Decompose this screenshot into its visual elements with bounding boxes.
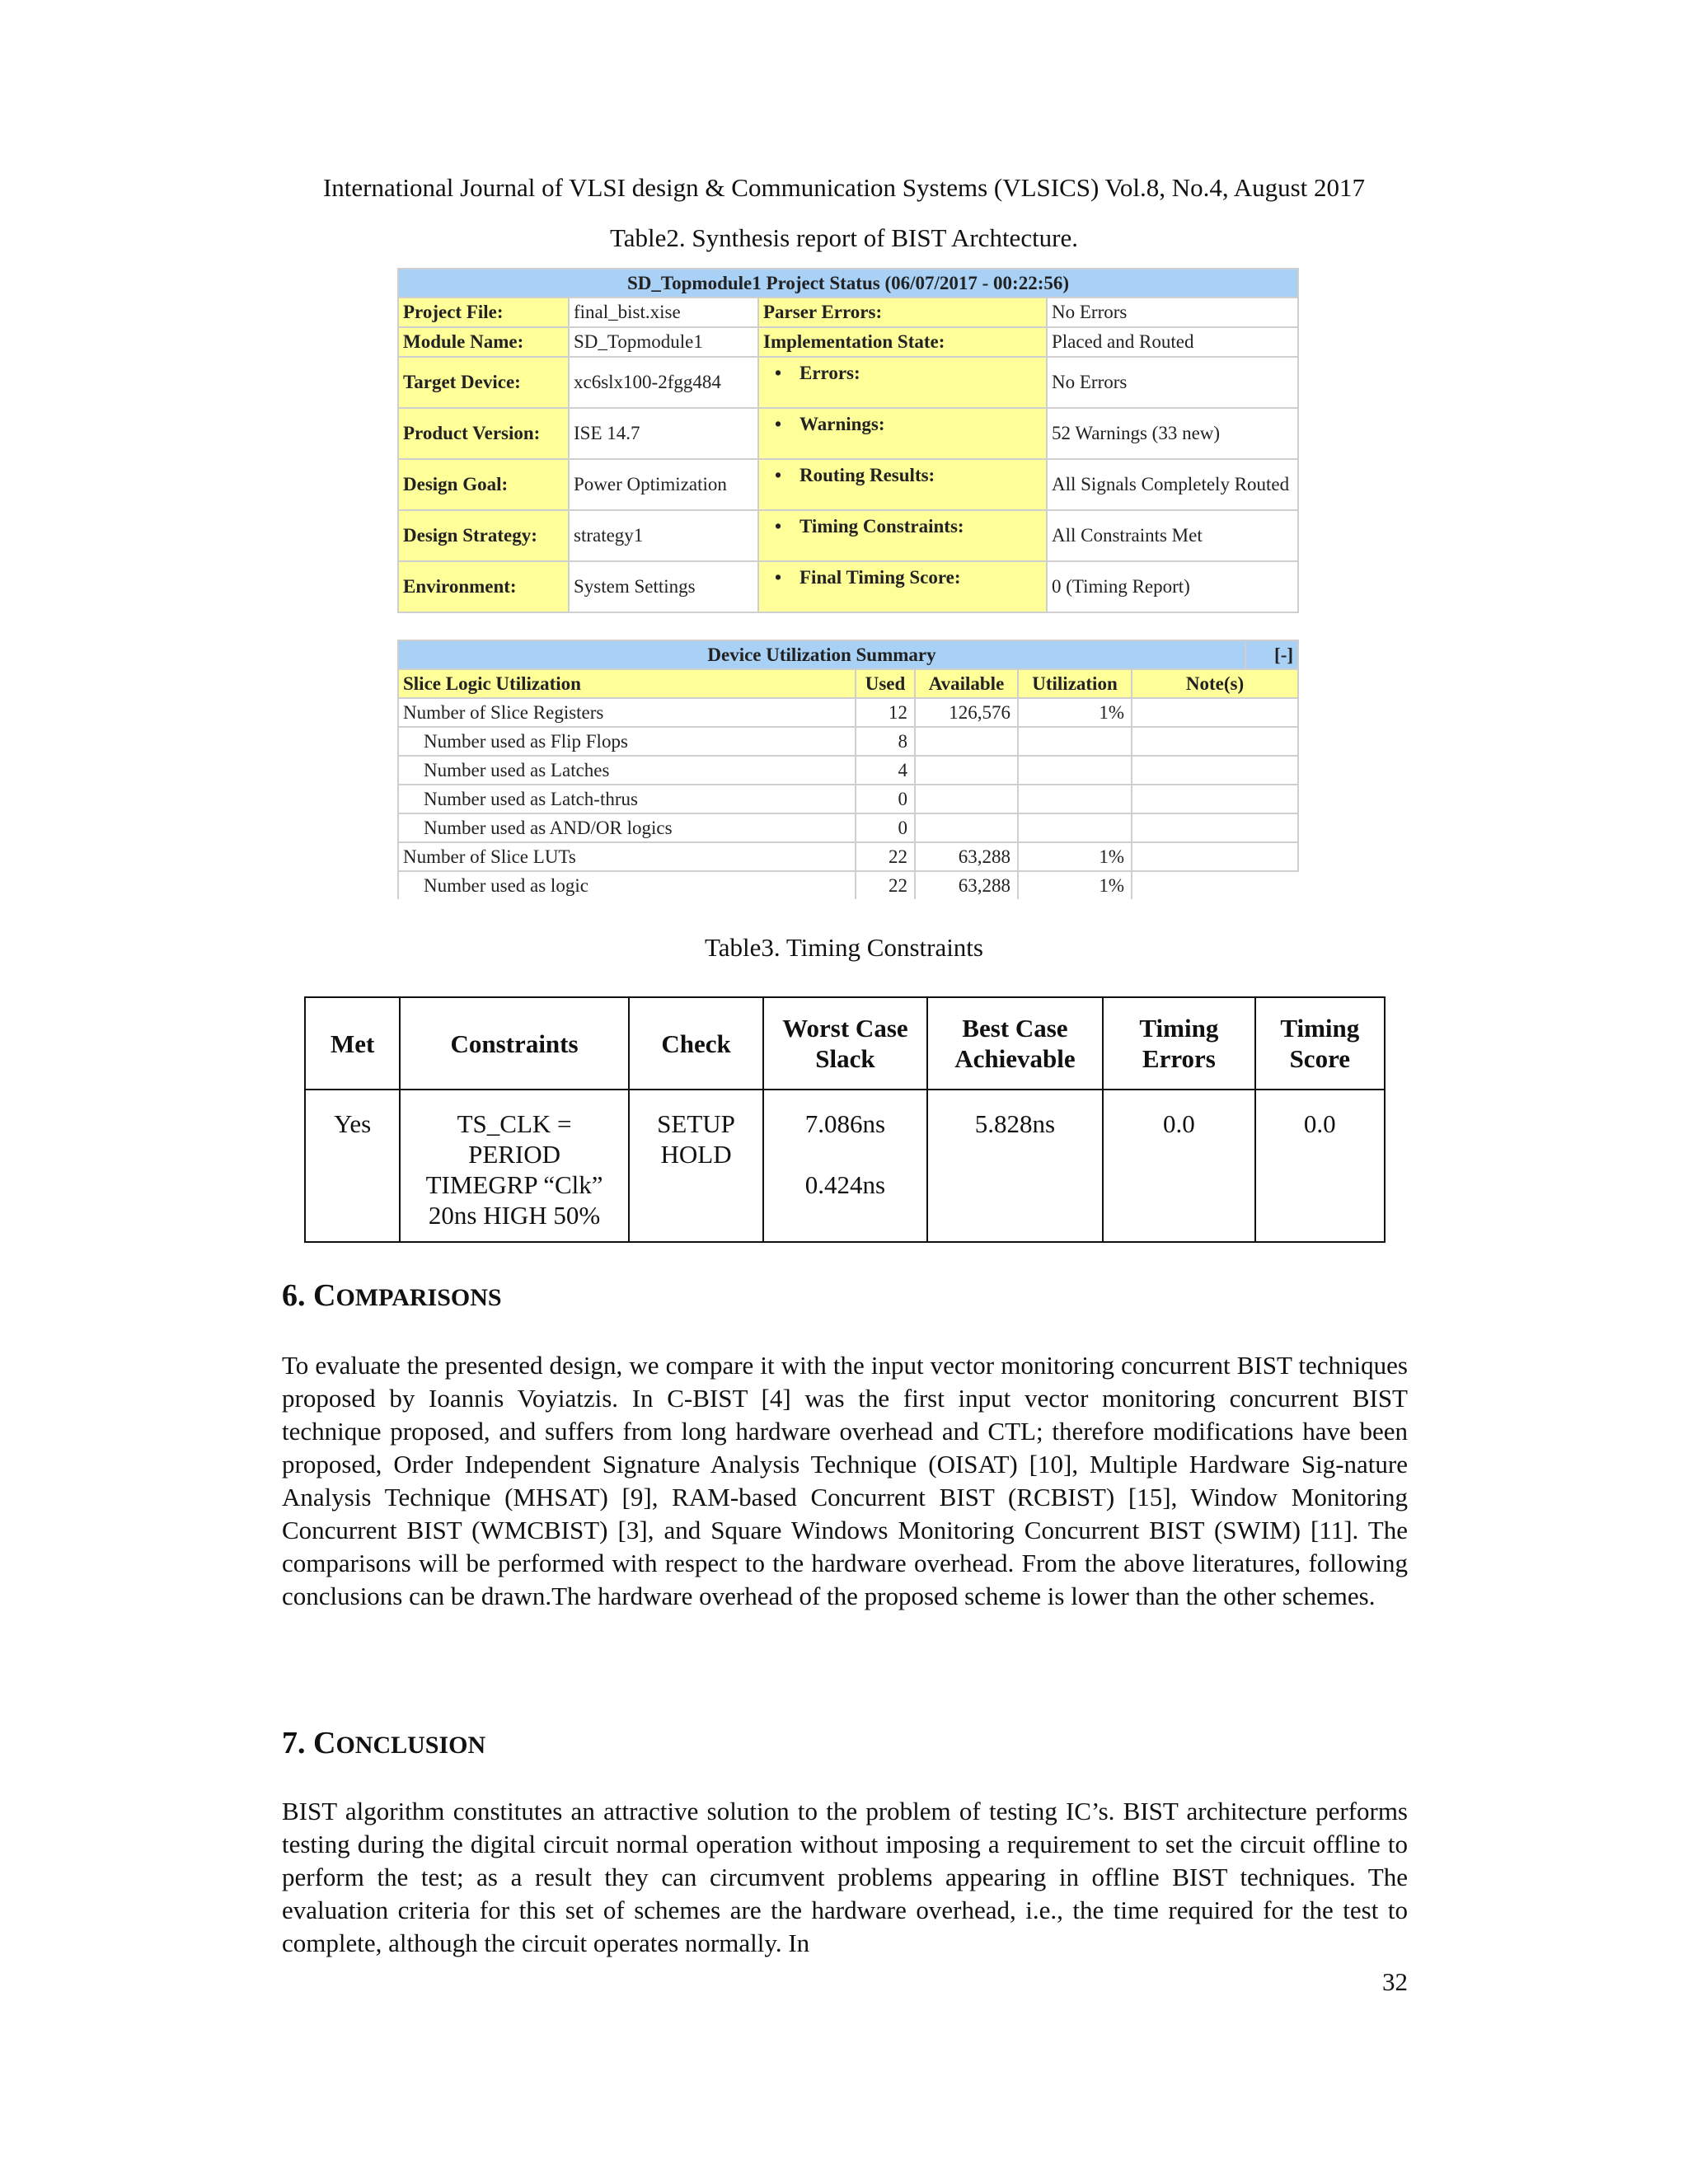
table-row	[398, 785, 1298, 813]
timing-check	[629, 1090, 763, 1242]
section-number: 7.	[282, 1726, 306, 1760]
status-label: • Warnings:	[763, 414, 885, 434]
util-name: Number used as Latches	[398, 756, 856, 785]
util-available: 63,288	[915, 871, 1018, 899]
util-percent	[1018, 785, 1132, 813]
util-available: 63,288	[915, 842, 1018, 871]
check-line: HOLD	[660, 1140, 732, 1169]
util-name: Number used as Latch-thrus	[398, 785, 856, 813]
util-header: Available	[915, 669, 1018, 698]
project-status-title: SD_Topmodule1 Project Status (06/07/2017 - 00:22:56)	[398, 269, 1298, 298]
section-initial: C	[313, 1726, 336, 1760]
timing-score: 0.0	[1255, 1090, 1385, 1242]
util-available	[915, 727, 1018, 756]
util-used: 0	[856, 813, 915, 842]
util-available: 126,576	[915, 698, 1018, 727]
util-percent: 1%	[1018, 698, 1132, 727]
table-row	[398, 756, 1298, 785]
timing-header: Check	[629, 997, 763, 1090]
constraint-line: PERIOD	[468, 1140, 561, 1169]
constraint-line: TS_CLK =	[457, 1109, 572, 1138]
util-name: Number used as AND/OR logics	[398, 813, 856, 842]
util-percent	[1018, 727, 1132, 756]
utilization-title: Device Utilization Summary	[398, 640, 1245, 669]
util-percent: 1%	[1018, 871, 1132, 899]
status-value: ISE 14.7	[569, 408, 758, 459]
conclusion-paragraph: BIST algorithm constitutes an attractive solution to the problem of testing IC’s. BIST architecture performs testing during the digital circuit normal operation without imposing a requirement to set the circuit offline to perform the test; as a result they can circumvent problems appearing in offline BIST techniques. The evaluation criteria for this set of schemes are the hardware overhead, i.e., the time required for the test to complete, although the circuit operates normally. In	[282, 1797, 1408, 1957]
constraint-line: 20ns HIGH 50%	[428, 1201, 601, 1230]
table-row	[398, 842, 1298, 871]
timing-header: Timing Errors	[1103, 997, 1254, 1090]
status-value: xc6slx100-2fgg484	[569, 357, 758, 408]
util-percent: 1%	[1018, 842, 1132, 871]
worst-setup: 7.086ns	[804, 1109, 886, 1138]
status-value: Power Optimization	[569, 459, 758, 510]
status-value: All Constraints Met	[1047, 510, 1298, 561]
timing-header: Met	[305, 997, 400, 1090]
project-status-table	[397, 268, 1297, 613]
util-name: Number used as logic	[398, 871, 856, 899]
section-title-rest: ONCLUSION	[335, 1732, 486, 1759]
util-used: 12	[856, 698, 915, 727]
page-number: 32	[1382, 1967, 1408, 1996]
util-name: Number used as Flip Flops	[398, 727, 856, 756]
comparisons-paragraph: To evaluate the presented design, we compare it with the input vector monitoring concurrent BIST techniques proposed by Ioannis Voyiatzis. In C-BIST [4] was the first input vector monitoring concurrent BIST technique proposed, and suffers from long hardware overhead and CTL; therefore modifications have been proposed, Order Independent Signature Analysis Technique (OISAT) [10], Multiple Hardware Sig-nature Analysis Technique (MHSAT) [9], RAM-based Concurrent BIST (RCBIST) [15], Window Monitoring Concurrent BIST (WMCBIST) [3], and Square Windows Monitoring Concurrent BIST (SWIM) [11]. The comparisons will be performed with respect to the hardware overhead. From the above literatures, following conclusions can be drawn.The hardware overhead of the proposed scheme is lower than the other schemes.	[282, 1351, 1408, 1610]
status-value: All Signals Completely Routed	[1047, 459, 1298, 510]
table3-caption: Table3. Timing Constraints	[704, 933, 983, 962]
status-label: Design Strategy:	[398, 510, 569, 561]
util-header: Slice Logic Utilization	[398, 669, 856, 698]
util-percent	[1018, 756, 1132, 785]
status-label: Module Name:	[398, 327, 569, 357]
util-used: 22	[856, 871, 915, 899]
collapse-toggle[interactable]: [-]	[1245, 640, 1298, 669]
table-row	[398, 871, 1298, 899]
util-name: Number of Slice Registers	[398, 698, 856, 727]
section-heading-comparisons	[282, 1277, 502, 1314]
status-label: Environment:	[398, 561, 569, 612]
table2-caption: Table2. Synthesis report of BIST Archtecture.	[609, 223, 1079, 252]
section-initial: C	[313, 1278, 336, 1313]
timing-worst-slack	[763, 1090, 926, 1242]
section-title-rest: OMPARISONS	[335, 1284, 502, 1311]
table-row	[398, 727, 1298, 756]
journal-header: International Journal of VLSI design & Communication Systems (VLSICS) Vol.8, No.4, August 2017	[322, 173, 1366, 202]
util-percent	[1018, 813, 1132, 842]
status-label: • Errors:	[763, 363, 860, 383]
util-used: 0	[856, 785, 915, 813]
timing-met: Yes	[305, 1090, 400, 1242]
util-available	[915, 756, 1018, 785]
timing-header: Worst Case Slack	[763, 997, 926, 1090]
constraint-line: TIMEGRP “Clk”	[425, 1170, 603, 1199]
status-value: No Errors	[1047, 298, 1298, 327]
timing-constraints-table	[304, 996, 1386, 1243]
timing-errors: 0.0	[1103, 1090, 1254, 1242]
status-value: System Settings	[569, 561, 758, 612]
worst-hold: 0.424ns	[804, 1170, 886, 1199]
timing-best-case: 5.828ns	[927, 1090, 1103, 1242]
timing-header: Constraints	[400, 997, 629, 1090]
util-available	[915, 785, 1018, 813]
status-label: Parser Errors:	[758, 298, 1047, 327]
util-header: Utilization	[1018, 669, 1132, 698]
status-label: • Timing Constraints:	[763, 516, 964, 537]
timing-header: Timing Score	[1255, 997, 1385, 1090]
status-value: 0 (Timing Report)	[1047, 561, 1298, 612]
table-row	[398, 813, 1298, 842]
util-used: 4	[856, 756, 915, 785]
util-available	[915, 813, 1018, 842]
status-label: Implementation State:	[758, 327, 1047, 357]
util-name: Number of Slice LUTs	[398, 842, 856, 871]
status-value: final_bist.xise	[569, 298, 758, 327]
status-label: Project File:	[398, 298, 569, 327]
status-value: strategy1	[569, 510, 758, 561]
section-number: 6.	[282, 1278, 306, 1313]
util-used: 22	[856, 842, 915, 871]
util-header: Note(s)	[1132, 669, 1298, 698]
status-label: Product Version:	[398, 408, 569, 459]
timing-constraint	[400, 1090, 629, 1242]
section-heading-conclusion	[282, 1725, 485, 1761]
status-label: • Routing Results:	[763, 465, 935, 485]
device-utilization-table	[397, 640, 1297, 899]
util-header: Used	[856, 669, 915, 698]
status-value: Placed and Routed	[1047, 327, 1298, 357]
status-value: 52 Warnings (33 new)	[1047, 408, 1298, 459]
status-value: No Errors	[1047, 357, 1298, 408]
timing-header: Best Case Achievable	[927, 997, 1103, 1090]
check-line: SETUP	[657, 1109, 735, 1138]
status-label: Design Goal:	[398, 459, 569, 510]
table-row	[305, 1090, 1385, 1242]
table-row	[398, 698, 1298, 727]
util-used: 8	[856, 727, 915, 756]
status-label: • Final Timing Score:	[763, 567, 961, 588]
status-value: SD_Topmodule1	[569, 327, 758, 357]
status-label: Target Device:	[398, 357, 569, 408]
